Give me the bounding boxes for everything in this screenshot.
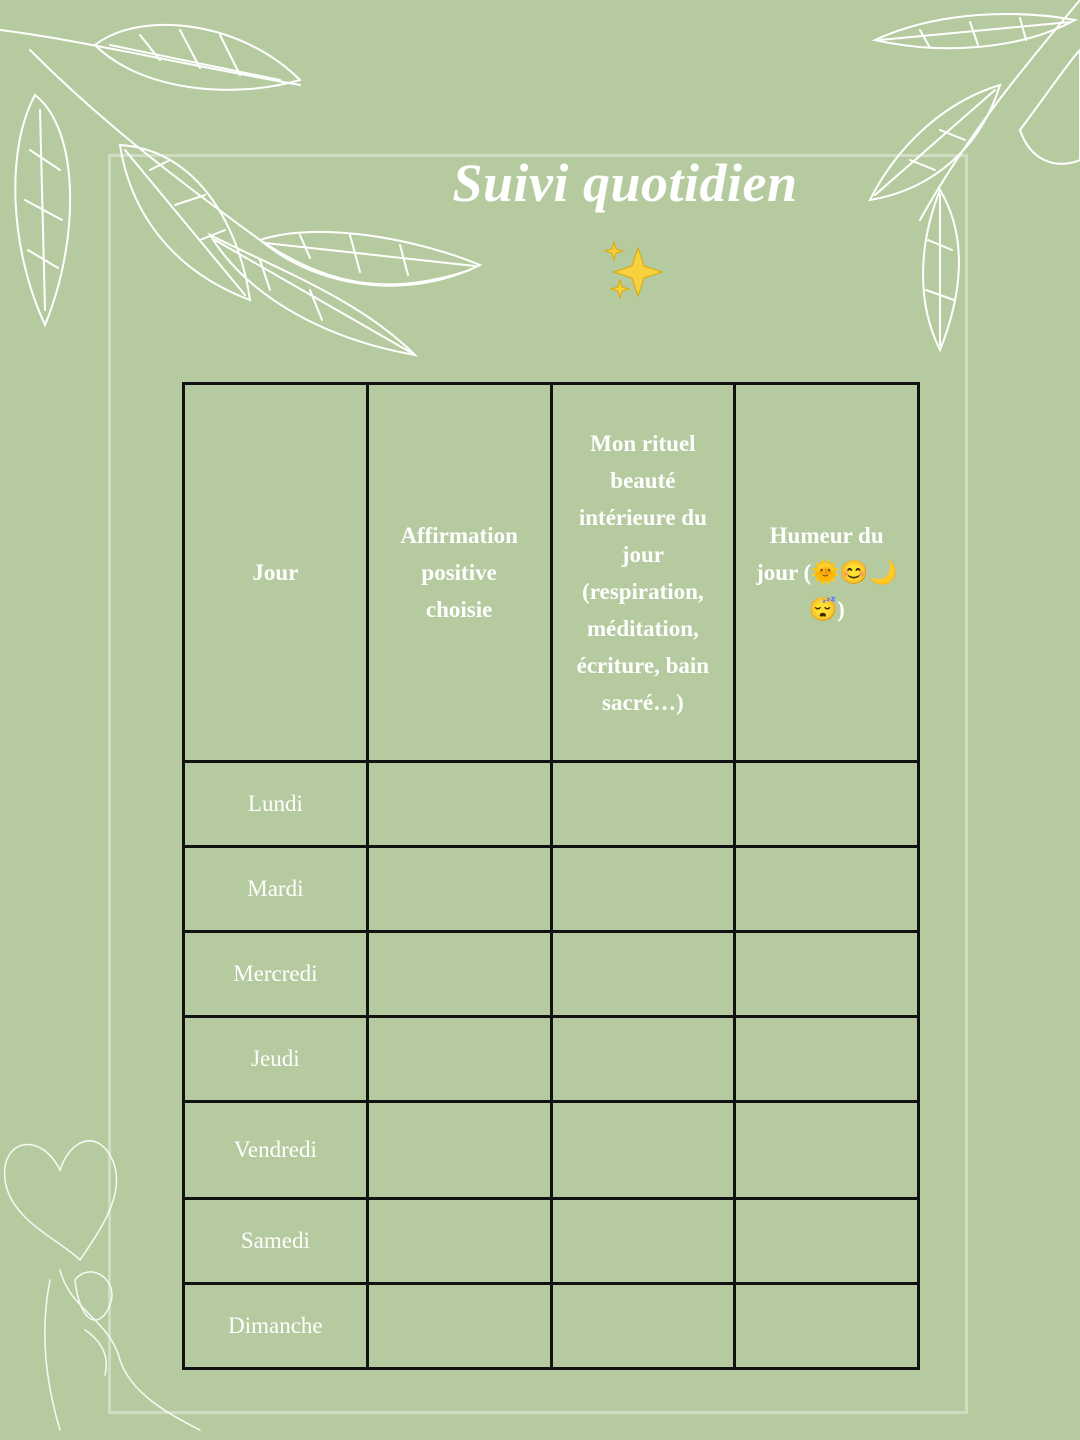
- header-rituel: Mon rituel beauté intérieure du jour (respiration, méditation, écriture, bain sacré…): [551, 384, 735, 762]
- rituel-cell[interactable]: [551, 847, 735, 932]
- rituel-cell[interactable]: [551, 1102, 735, 1199]
- humeur-cell[interactable]: [735, 932, 919, 1017]
- table-row: [184, 932, 919, 1017]
- affirmation-cell[interactable]: [367, 762, 551, 847]
- table-row: [184, 1017, 919, 1102]
- humeur-cell[interactable]: [735, 1284, 919, 1369]
- humeur-cell[interactable]: [735, 1017, 919, 1102]
- rituel-cell[interactable]: [551, 932, 735, 1017]
- humeur-cell[interactable]: [735, 762, 919, 847]
- day-cell: Lundi: [184, 762, 368, 847]
- day-cell: Jeudi: [184, 1017, 368, 1102]
- table-row: [184, 1284, 919, 1369]
- affirmation-cell[interactable]: [367, 1102, 551, 1199]
- table-row: [184, 847, 919, 932]
- rituel-cell[interactable]: [551, 1199, 735, 1284]
- header-jour: Jour: [184, 384, 368, 762]
- humeur-cell[interactable]: [735, 847, 919, 932]
- affirmation-cell[interactable]: [367, 1284, 551, 1369]
- daily-tracker-table: [182, 382, 920, 1370]
- affirmation-cell[interactable]: [367, 1017, 551, 1102]
- table-row: [184, 762, 919, 847]
- table-header-row: [184, 384, 919, 762]
- table-row: [184, 1199, 919, 1284]
- rituel-cell[interactable]: [551, 762, 735, 847]
- humeur-cell[interactable]: [735, 1102, 919, 1199]
- day-cell: Dimanche: [184, 1284, 368, 1369]
- affirmation-cell[interactable]: [367, 847, 551, 932]
- day-cell: Vendredi: [184, 1102, 368, 1199]
- header-affirmation: Affirmation positive choisie: [367, 384, 551, 762]
- rituel-cell[interactable]: [551, 1284, 735, 1369]
- rituel-cell[interactable]: [551, 1017, 735, 1102]
- page-title: Suivi quotidien: [452, 153, 798, 213]
- day-cell: Samedi: [184, 1199, 368, 1284]
- humeur-cell[interactable]: [735, 1199, 919, 1284]
- table-row: [184, 1102, 919, 1199]
- header-humeur: Humeur du jour (🌞😊🌙😴): [735, 384, 919, 762]
- affirmation-cell[interactable]: [367, 1199, 551, 1284]
- day-cell: Mercredi: [184, 932, 368, 1017]
- sparkles-icon: [596, 238, 676, 308]
- affirmation-cell[interactable]: [367, 932, 551, 1017]
- day-cell: Mardi: [184, 847, 368, 932]
